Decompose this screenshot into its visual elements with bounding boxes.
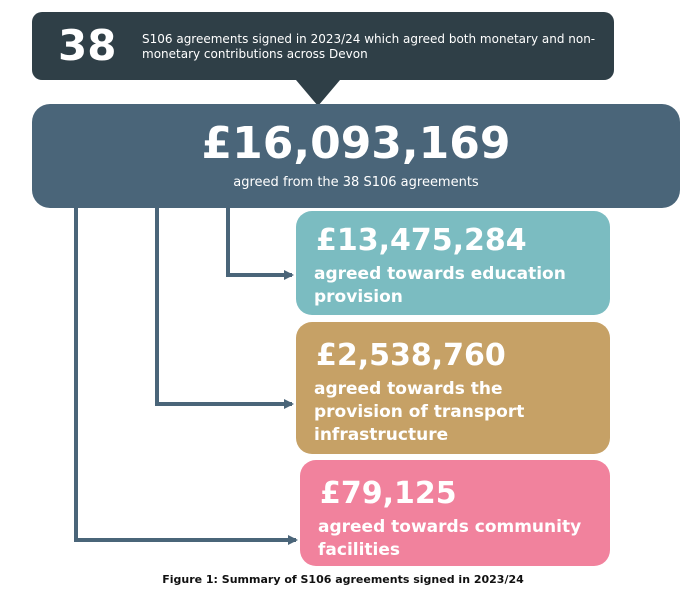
- figure-caption: Figure 1: Summary of S106 agreements signed in 2023/24: [162, 573, 524, 586]
- agreements-description: S106 agreements signed in 2023/24 which agreed both monetary and non-monetary contributions across Devon: [142, 32, 596, 61]
- connector-education: [228, 208, 292, 275]
- education-amount: £13,475,284: [316, 223, 527, 258]
- transport-amount: £2,538,760: [316, 338, 506, 373]
- agreements-count: 38: [58, 21, 117, 70]
- community-box: [300, 460, 610, 566]
- community-amount: £79,125: [320, 476, 457, 511]
- connector-transport: [157, 208, 292, 404]
- community-description: agreed towards community facilities: [318, 517, 582, 560]
- education-box: [296, 211, 610, 315]
- transport-description: agreed towards the provision of transport infrastructure: [314, 379, 525, 445]
- education-description: agreed towards education provision: [314, 264, 566, 307]
- total-amount: £16,093,169: [201, 118, 511, 169]
- total-caption: agreed from the 38 S106 agreements: [233, 175, 479, 190]
- connector-community: [76, 208, 296, 540]
- transport-box: [296, 322, 610, 454]
